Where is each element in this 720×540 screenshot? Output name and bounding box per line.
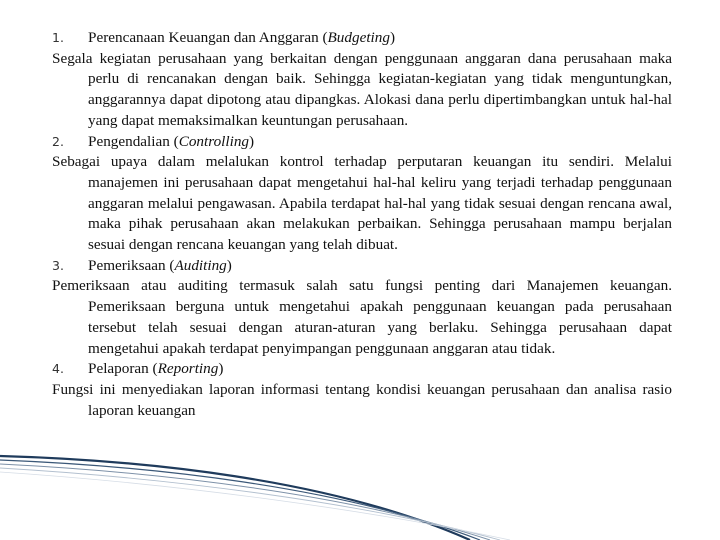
heading-text: Pelaporan ( xyxy=(88,360,158,378)
section-number: 4. xyxy=(52,361,64,377)
section-heading-controlling xyxy=(52,132,672,153)
heading-text: Pemeriksaan ( xyxy=(88,256,175,274)
section-body-budgeting: Segala kegiatan perusahaan yang berkaitan dengan penggunaan anggaran dana perusahaan maka perlu di rencanakan dengan baik. Sehingga kegiatan-kegiatan yang tidak menguntungkan, anggarannya dapat dipotong atau dipangkas. Alokasi dana perlu dipertimbangkan untuk hal-hal yang dapat memaksimalkan keuntungan perusahaan. xyxy=(52,49,672,129)
content-list xyxy=(52,28,672,421)
decorative-swoosh-lines xyxy=(0,420,720,540)
section-heading-auditing xyxy=(52,256,672,277)
section-number: 2. xyxy=(52,133,64,149)
heading-close: ) xyxy=(226,256,232,274)
heading-text: Perencanaan Keuangan dan Anggaran ( xyxy=(88,29,328,46)
section-number: 3. xyxy=(52,257,64,273)
heading-term: Budgeting xyxy=(327,29,390,46)
heading-text: Pengendalian ( xyxy=(88,132,179,150)
heading-term: Auditing xyxy=(174,256,227,274)
section-number: 1. xyxy=(52,30,64,45)
section-body-auditing: Pemeriksaan atau auditing termasuk salah satu fungsi penting dari Manajemen keuangan. Pemeriksaan berguna untuk mengetahui apakah penggunaan keuangan pada perusahaan tersebut telah sesuai dengan aturan-aturan yang berlaku. Sehingga perusahaan dapat mengetahui apakah terdapat penyimpangan penggunaan anggaran atau tidak. xyxy=(52,277,672,357)
section-heading-budgeting xyxy=(52,28,672,49)
heading-term: Reporting xyxy=(157,360,219,378)
heading-close: ) xyxy=(389,29,396,46)
section-body-controlling: Sebagai upaya dalam melalukan kontrol terhadap perputaran keuangan itu sendiri. Melalui manajemen ini perusahaan dapat mengetahui hal-hal keliru yang terjadi terhadap penggunaan anggaran melalui pengawasan. Apabila terdapat hal-hal yang tidak sesuai dengan rencana awal, maka pihak perusahaan akan melakukan perbaikan. Sehingga perusahaan mampu berjalan sesuai dengan rencana keuangan yang telah dibuat. xyxy=(52,153,672,253)
heading-term: Controlling xyxy=(178,132,250,150)
section-heading-reporting xyxy=(52,359,672,380)
heading-close: ) xyxy=(218,360,224,378)
section-body-reporting: Fungsi ini menyediakan laporan informasi tentang kondisi keuangan perusahaan dan analisa rasio laporan keuangan xyxy=(52,380,672,419)
heading-close: ) xyxy=(249,132,255,150)
